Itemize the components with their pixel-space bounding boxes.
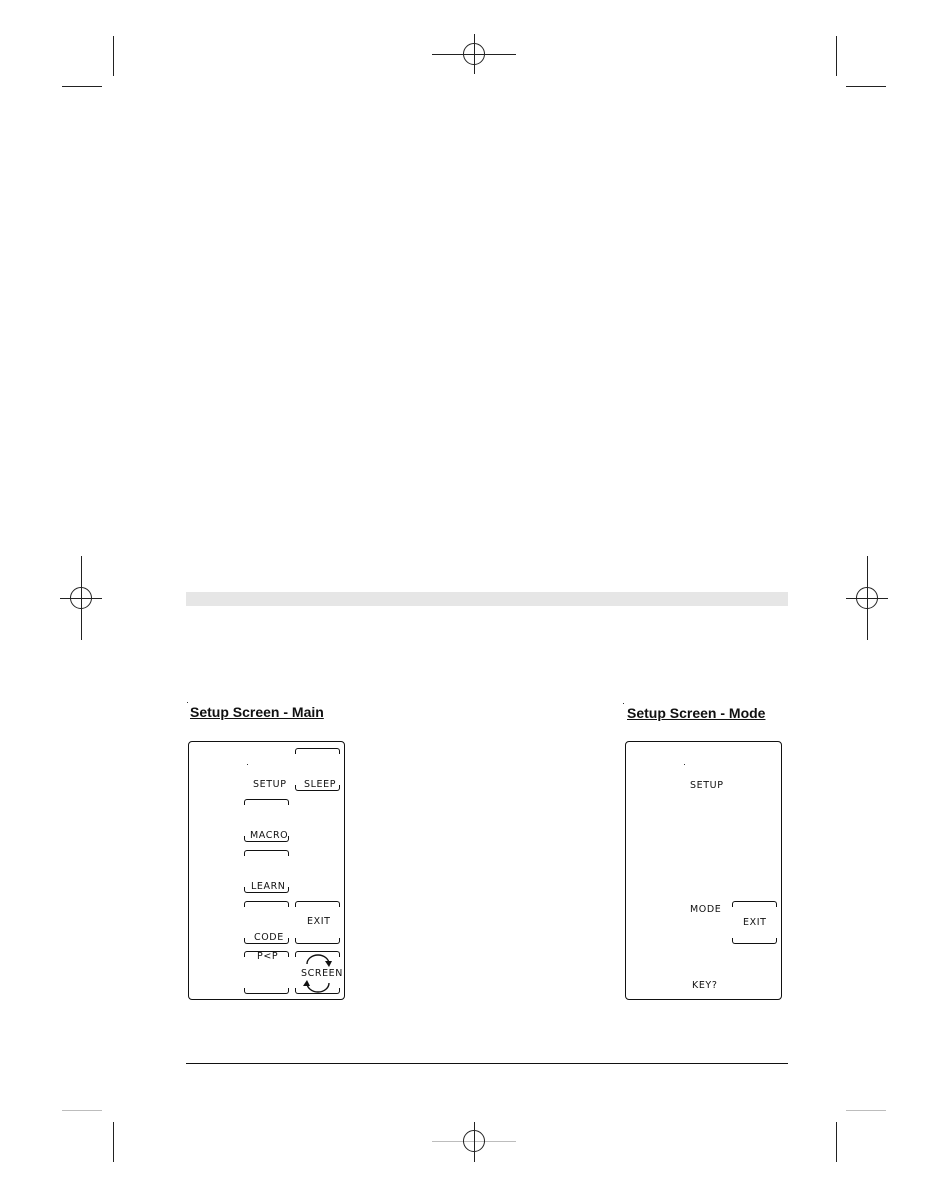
crop-mark-bottom-left-v — [113, 1122, 114, 1162]
mode-setup-label: SETUP — [690, 780, 724, 791]
pixel-dot — [247, 764, 248, 765]
setup-label: SETUP — [253, 779, 287, 790]
registration-mark-left — [60, 556, 102, 640]
registration-mark-top — [432, 34, 516, 74]
caption-setup-main: Setup Screen - Main — [190, 704, 324, 720]
registration-mark-bottom — [432, 1122, 516, 1162]
crop-mark-bottom-left-h — [62, 1110, 102, 1111]
exit-key-label: EXIT — [307, 916, 331, 927]
setup-main-screen — [188, 741, 345, 1000]
footer-rule — [186, 1063, 788, 1064]
learn-key-label: LEARN — [251, 881, 286, 892]
crop-mark-bottom-right-h — [846, 1110, 886, 1111]
pip-key-label: P<P — [257, 951, 279, 962]
code-key-label: CODE — [254, 932, 284, 943]
pixel-dot — [684, 764, 685, 765]
macro-key-label: MACRO — [250, 830, 289, 841]
stray-dot — [623, 703, 624, 704]
caption-setup-mode: Setup Screen - Mode — [627, 705, 766, 721]
crop-mark-top-left-h — [62, 86, 102, 87]
sleep-key-label: SLEEP — [304, 779, 337, 790]
screen-key-label: SCREEN — [301, 968, 343, 979]
mode-label: MODE — [690, 904, 722, 915]
section-band — [186, 592, 788, 606]
key-prompt-label: KEY? — [692, 980, 718, 991]
crop-mark-top-right-v — [836, 36, 837, 76]
crop-mark-top-right-h — [846, 86, 886, 87]
mode-exit-key-label: EXIT — [743, 917, 767, 928]
crop-mark-bottom-right-v — [836, 1122, 837, 1162]
crop-mark-top-left-v — [113, 36, 114, 76]
setup-mode-screen — [625, 741, 782, 1000]
stray-dot — [187, 702, 188, 703]
registration-mark-right — [846, 556, 888, 640]
